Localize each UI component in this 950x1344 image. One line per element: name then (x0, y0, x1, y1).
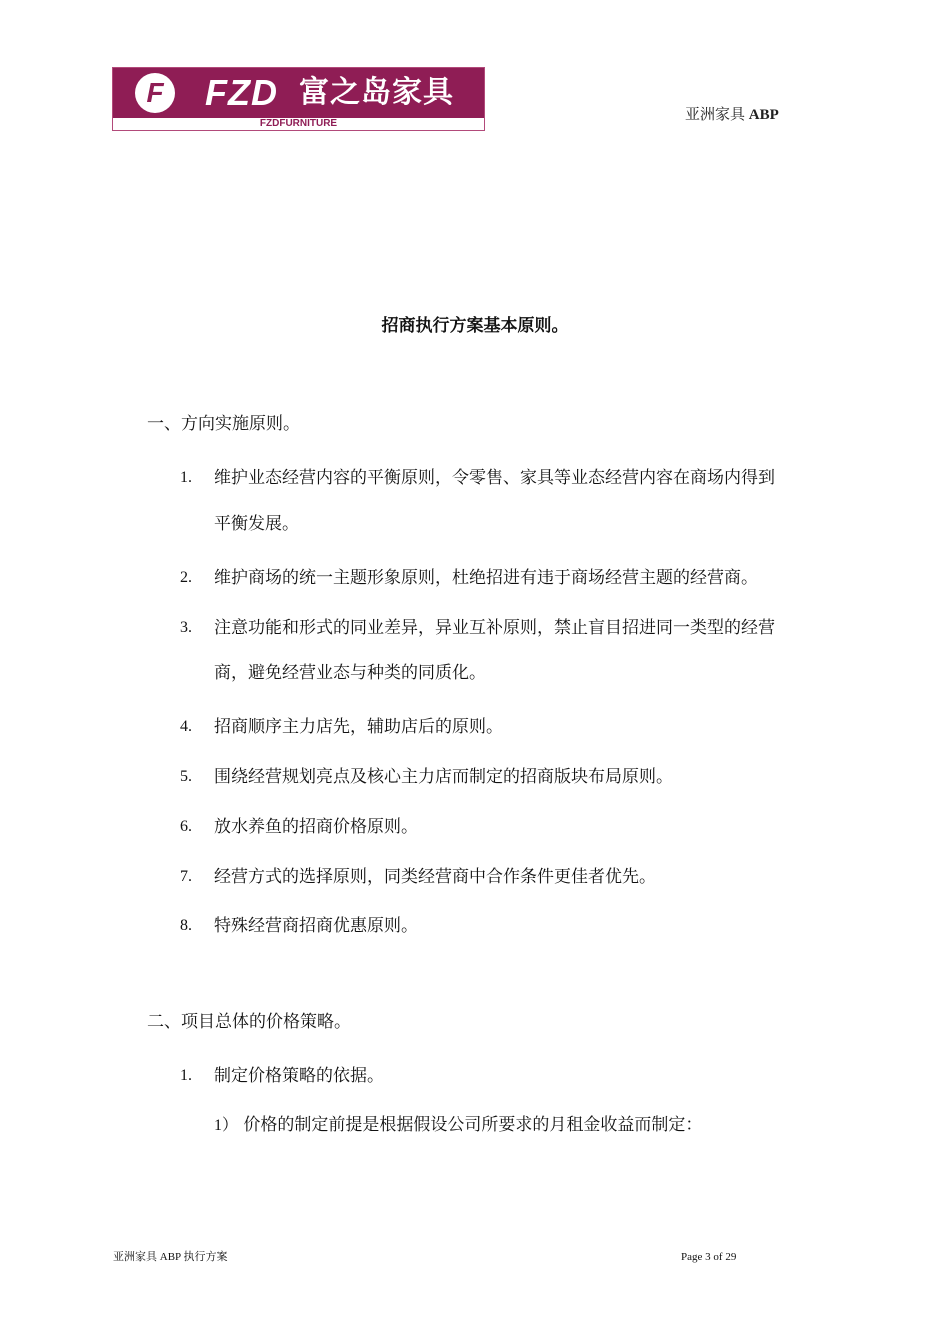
list-item-number: 6. (180, 818, 192, 835)
logo-brand-text: FZD (205, 72, 278, 113)
section-heading-2: 二、项目总体的价格策略。 (147, 1012, 351, 1032)
footer-page-number (681, 1249, 736, 1265)
list-item-number: 8. (180, 917, 192, 934)
list-item-number: 7. (180, 868, 192, 885)
footer-page-total: 29 (725, 1251, 737, 1263)
logo-subtitle: FZDFURNITURE (259, 118, 338, 129)
header-company-name: 亚洲家具 (685, 107, 746, 123)
list-item-text: 围绕经营规划亮点及核心主力店而制定的招商版块布局原则。 (214, 767, 673, 787)
company-logo (112, 67, 485, 131)
footer-of-label: of (713, 1251, 723, 1263)
list-item-text-continued: 商，避免经营业态与种类的同质化。 (214, 663, 486, 683)
list-item-number: 4. (180, 718, 192, 735)
list-item-text: 注意功能和形式的同业差异，异业互补原则，禁止盲目招进同一类型的经营 (214, 618, 775, 638)
list-item-number: 3. (180, 619, 192, 636)
list-item-text: 制定价格策略的依据。 (214, 1066, 384, 1086)
sub-item-number: 1） (214, 1117, 239, 1134)
header-company-code: ABP (748, 107, 779, 123)
sub-item-text: 价格的制定前提是根据假设公司所要求的月租金收益而制定： (243, 1115, 703, 1135)
list-item-text: 经营方式的选择原则，同类经营商中合作条件更佳者优先。 (214, 867, 656, 887)
logo-brand-cn: 富之岛家具 (299, 75, 454, 110)
list-item-number: 1. (180, 469, 192, 486)
list-item-text: 放水养鱼的招商价格原则。 (214, 817, 418, 837)
list-item-text: 特殊经营商招商优惠原则。 (214, 916, 418, 936)
list-item-number: 2. (180, 569, 192, 586)
header-company (685, 105, 779, 125)
logo-band (113, 68, 484, 118)
list-item-number: 1. (180, 1067, 192, 1084)
logo-mark-icon: F (135, 73, 175, 113)
sub-item (214, 1113, 702, 1138)
footer-doc-title: 亚洲家具 ABP 执行方案 (113, 1251, 228, 1263)
list-item-text: 维护商场的统一主题形象原则，杜绝招进有违于商场经营主题的经营商。 (214, 568, 758, 588)
list-item-text-continued: 平衡发展。 (214, 514, 299, 534)
footer-page-current: 3 (705, 1251, 711, 1263)
list-item-number: 5. (180, 768, 192, 785)
list-item-text: 维护业态经营内容的平衡原则，令零售、家具等业态经营内容在商场内得到 (214, 468, 775, 488)
section-heading-1: 一、方向实施原则。 (147, 414, 300, 434)
footer-page-label: Page (681, 1251, 703, 1263)
page-title: 招商执行方案基本原则。 (381, 316, 569, 336)
list-item-text: 招商顺序主力店先，辅助店后的原则。 (214, 717, 503, 737)
